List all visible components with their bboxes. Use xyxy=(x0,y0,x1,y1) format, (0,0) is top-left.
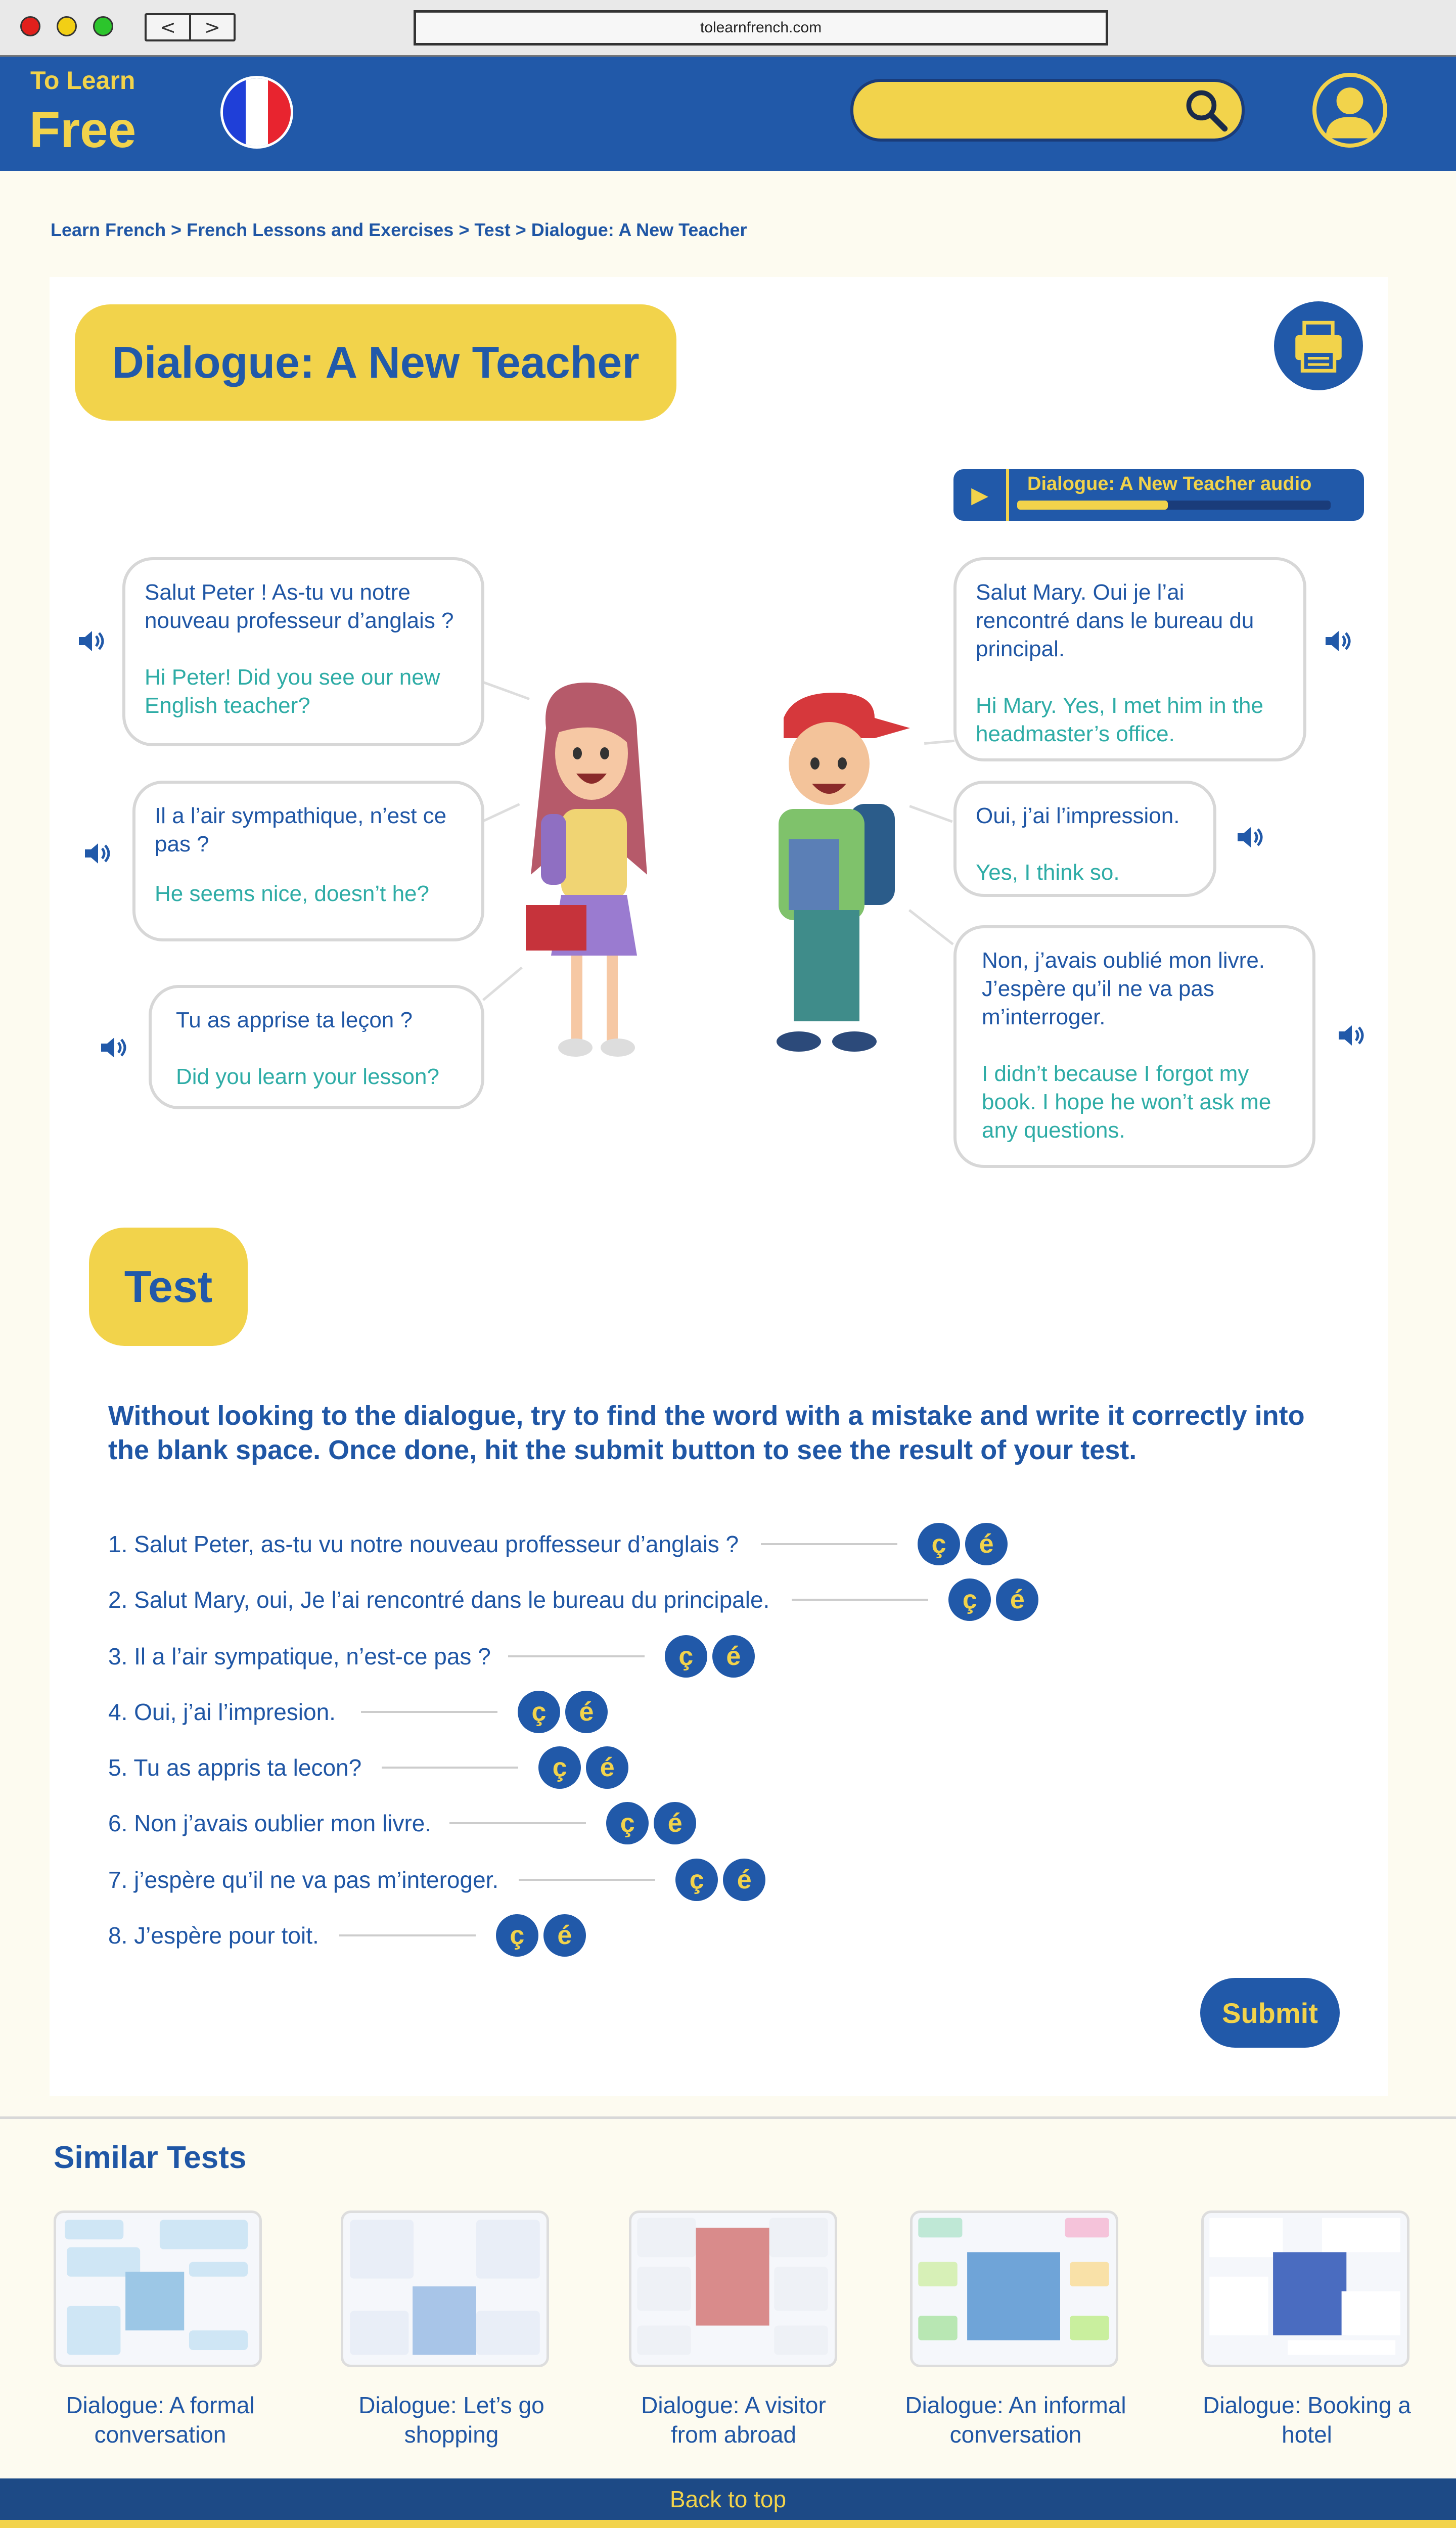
address-bar[interactable]: tolearnfrench.com xyxy=(414,10,1108,46)
speaker-icon[interactable] xyxy=(1335,1019,1367,1052)
insert-c-cedilla-button[interactable]: ç xyxy=(675,1859,718,1901)
speaker-icon[interactable] xyxy=(97,1031,129,1064)
search-icon[interactable] xyxy=(1182,86,1231,134)
similar-test-link[interactable]: Dialogue: Booking a hotel xyxy=(1203,2392,1411,2448)
similar-test-link[interactable]: Dialogue: An informal conversation xyxy=(905,2392,1126,2448)
insert-c-cedilla-button[interactable]: ç xyxy=(665,1635,707,1678)
page-title: Dialogue: A New Teacher xyxy=(75,304,676,421)
submit-button[interactable]: Submit xyxy=(1200,1978,1340,2048)
question-text: 5. Tu as appris ta lecon? xyxy=(108,1754,362,1781)
bubble-french-text: Tu as apprise ta leçon ? xyxy=(176,1008,413,1032)
audio-progress-fill xyxy=(1017,501,1168,510)
dialogue-bubble-mary-3 xyxy=(149,985,484,1109)
question-text: 7. j’espère qu’il ne va pas m’interoger. xyxy=(108,1867,499,1893)
insert-c-cedilla-button[interactable]: ç xyxy=(606,1802,649,1844)
test-title: Test xyxy=(89,1228,248,1346)
back-arrow-icon[interactable]: < xyxy=(147,15,191,39)
audio-progress-bar[interactable] xyxy=(1017,501,1331,510)
logo-text-bottom[interactable]: Free xyxy=(29,102,136,158)
section-divider xyxy=(0,2116,1456,2119)
insert-c-cedilla-button[interactable]: ç xyxy=(918,1523,960,1565)
answer-input[interactable] xyxy=(449,1822,586,1824)
bubble-english-text: Hi Mary. Yes, I met him in the headmaster’s office. xyxy=(976,693,1263,746)
minimize-window-button[interactable] xyxy=(57,16,77,36)
test-instructions: Without looking to the dialogue, try to find the word with a mistake and write it correctly into the blank space. Once done, hit the submit button to see the result of your test. xyxy=(108,1401,1305,1465)
test-question-7 xyxy=(108,1859,765,1901)
bubble-french-text: Salut Peter ! As-tu vu notre nouveau professeur d’anglais ? xyxy=(145,580,454,633)
similar-test-link[interactable]: Dialogue: Let’s go shopping xyxy=(358,2392,544,2448)
question-text: 3. Il a l’air sympatique, n’est-ce pas ? xyxy=(108,1643,491,1669)
breadcrumb[interactable]: Learn French > French Lessons and Exercises > Test > Dialogue: A New Teacher xyxy=(51,219,747,240)
question-text: 2. Salut Mary, oui, Je l’ai rencontré dans le bureau du principale. xyxy=(108,1587,770,1613)
test-question-5 xyxy=(108,1746,628,1789)
similar-test-thumbnail[interactable] xyxy=(910,2210,1118,2367)
answer-input[interactable] xyxy=(761,1543,897,1545)
test-question-2 xyxy=(108,1578,1038,1621)
boy-character-illustration xyxy=(748,688,920,1062)
question-text: 1. Salut Peter, as-tu vu notre nouveau proffesseur d’anglais ? xyxy=(108,1531,739,1557)
speaker-icon[interactable] xyxy=(81,837,113,870)
flag-stripe-white xyxy=(246,78,268,146)
speaker-icon[interactable] xyxy=(1322,625,1354,657)
play-icon[interactable]: ▶ xyxy=(953,469,1009,521)
answer-input[interactable] xyxy=(508,1655,645,1657)
back-to-top-link[interactable]: Back to top xyxy=(0,2478,1456,2520)
similar-test-link[interactable]: Dialogue: A visitor from abroad xyxy=(641,2392,826,2448)
bubble-english-text: I didn’t because I forgot my book. I hope he won’t ask me any questions. xyxy=(982,1061,1271,1143)
bubble-english-text: Did you learn your lesson? xyxy=(176,1064,439,1089)
close-window-button[interactable] xyxy=(20,16,40,36)
similar-test-link[interactable]: Dialogue: A formal conversation xyxy=(66,2392,255,2448)
bubble-french-text: Non, j’avais oublié mon livre. J’espère qu’il ne va pas m’interroger. xyxy=(982,948,1265,1029)
speaker-icon[interactable] xyxy=(75,625,107,657)
test-question-4 xyxy=(108,1691,608,1733)
answer-input[interactable] xyxy=(519,1879,655,1881)
question-text: 6. Non j’avais oublier mon livre. xyxy=(108,1810,432,1836)
printer-icon xyxy=(1274,301,1363,390)
insert-e-acute-button[interactable]: é xyxy=(723,1859,765,1901)
insert-c-cedilla-button[interactable]: ç xyxy=(948,1578,991,1621)
site-footer xyxy=(0,2520,1456,2528)
audio-label: Dialogue: A New Teacher audio xyxy=(1027,473,1312,494)
logo-text-top[interactable]: To Learn xyxy=(30,66,135,95)
insert-c-cedilla-button[interactable]: ç xyxy=(518,1691,560,1733)
maximize-window-button[interactable] xyxy=(93,16,113,36)
bubble-english-text: Yes, I think so. xyxy=(976,860,1120,885)
girl-character-illustration xyxy=(511,672,677,1062)
question-text: 8. J’espère pour toit. xyxy=(108,1922,319,1949)
bubble-french-text: Salut Mary. Oui je l’ai rencontré dans le bureau du principal. xyxy=(976,580,1254,661)
browser-nav xyxy=(145,13,236,41)
forward-arrow-icon[interactable]: > xyxy=(204,16,220,38)
insert-c-cedilla-button[interactable]: ç xyxy=(496,1914,538,1957)
speaker-icon[interactable] xyxy=(1234,821,1266,853)
similar-test-thumbnail[interactable] xyxy=(54,2210,262,2367)
test-question-6 xyxy=(108,1802,696,1844)
test-question-3 xyxy=(108,1635,755,1678)
dialogue-bubble-peter-3 xyxy=(953,925,1315,1168)
dialogue-bubble-mary-2 xyxy=(132,781,484,941)
dialogue-bubble-mary-1 xyxy=(122,557,484,746)
insert-e-acute-button[interactable]: é xyxy=(965,1523,1008,1565)
print-button[interactable] xyxy=(1274,301,1363,390)
question-text: 4. Oui, j’ai l’impresion. xyxy=(108,1699,336,1725)
answer-input[interactable] xyxy=(382,1767,518,1769)
answer-input[interactable] xyxy=(792,1599,928,1601)
insert-e-acute-button[interactable]: é xyxy=(543,1914,586,1957)
dialogue-bubble-peter-1 xyxy=(953,557,1306,761)
similar-test-thumbnail[interactable] xyxy=(1201,2210,1409,2367)
insert-e-acute-button[interactable]: é xyxy=(712,1635,755,1678)
similar-tests-title: Similar Tests xyxy=(54,2140,247,2175)
bubble-french-text: Oui, j’ai l’impression. xyxy=(976,803,1180,828)
bubble-english-text: Hi Peter! Did you see our new English teacher? xyxy=(145,665,440,718)
insert-e-acute-button[interactable]: é xyxy=(654,1802,696,1844)
user-account-icon[interactable] xyxy=(1312,73,1387,148)
insert-c-cedilla-button[interactable]: ç xyxy=(538,1746,581,1789)
test-question-8 xyxy=(108,1914,586,1957)
french-flag-icon[interactable] xyxy=(220,76,293,149)
answer-input[interactable] xyxy=(361,1711,497,1713)
insert-e-acute-button[interactable]: é xyxy=(565,1691,608,1733)
similar-test-thumbnail[interactable] xyxy=(629,2210,837,2367)
dialogue-bubble-peter-2 xyxy=(953,781,1216,897)
insert-e-acute-button[interactable]: é xyxy=(996,1578,1038,1621)
insert-e-acute-button[interactable]: é xyxy=(586,1746,628,1789)
bubble-english-text: He seems nice, doesn’t he? xyxy=(155,881,429,906)
bubble-french-text: Il a l’air sympathique, n’est ce pas ? xyxy=(155,803,447,856)
test-question-1 xyxy=(108,1523,1008,1565)
similar-test-thumbnail[interactable] xyxy=(341,2210,549,2367)
answer-input[interactable] xyxy=(339,1934,476,1936)
